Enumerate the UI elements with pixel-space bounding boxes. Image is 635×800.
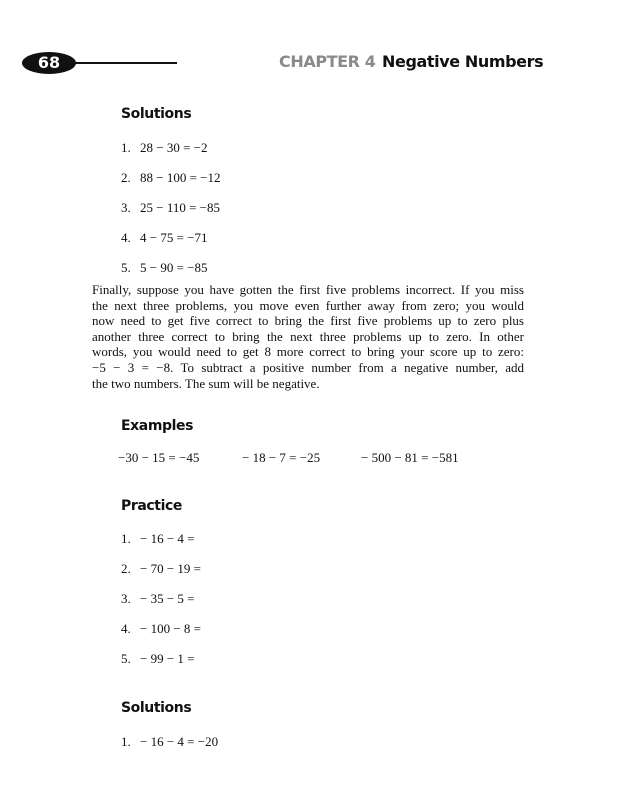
- header-rule: [70, 62, 177, 64]
- item-text: − 16 − 4 = −20: [140, 734, 219, 749]
- solutions-heading: Solutions: [121, 700, 192, 716]
- example-item: −30 − 15 = −45: [118, 450, 200, 465]
- paragraph-line: the two numbers. The sum will be negative.: [92, 375, 320, 391]
- item-text: 28 − 30 = −2: [140, 140, 208, 155]
- body-paragraph: [92, 282, 524, 391]
- example-item: − 18 − 7 = −25: [242, 450, 321, 465]
- item-number: 5.: [121, 260, 131, 275]
- item-text: 25 − 110 = −85: [140, 200, 221, 215]
- page-number-badge: 68: [22, 52, 76, 74]
- solution-item: [121, 140, 208, 156]
- paragraph-line: Finally, suppose you have gotten the first five problems incorrect. If you miss: [92, 282, 524, 297]
- item-number: 4.: [121, 230, 131, 245]
- item-text: 4 − 75 = −71: [140, 230, 208, 245]
- item-text: − 35 − 5 =: [140, 591, 195, 606]
- item-number: 5.: [121, 651, 131, 666]
- item-text: − 70 − 19 =: [140, 561, 201, 576]
- solution-item: [121, 260, 208, 276]
- item-number: 1.: [121, 531, 131, 546]
- practice-item: [121, 591, 195, 607]
- paragraph-line: words, you would need to get 8 more correct to bring your score up to zero:: [92, 344, 524, 360]
- item-text: − 16 − 4 =: [140, 531, 195, 546]
- practice-item: [121, 531, 195, 547]
- practice-heading: Practice: [121, 498, 182, 514]
- example-item: − 500 − 81 = −581: [361, 450, 459, 465]
- chapter-title: Negative Numbers: [382, 52, 544, 71]
- solution-item: [121, 734, 218, 750]
- item-number: 2.: [121, 170, 131, 185]
- item-text: 5 − 90 = −85: [140, 260, 208, 275]
- item-number: 1.: [121, 734, 131, 749]
- item-number: 1.: [121, 140, 131, 155]
- item-number: 4.: [121, 621, 131, 636]
- solution-item: [121, 200, 220, 216]
- item-text: − 99 − 1 =: [140, 651, 195, 666]
- paragraph-line: −5 − 3 = −8. To subtract a positive number from a negative number, add: [92, 359, 524, 375]
- practice-item: [121, 561, 201, 577]
- chapter-label: CHAPTER 4: [279, 52, 376, 71]
- item-text: 88 − 100 = −12: [140, 170, 221, 185]
- item-text: − 100 − 8 =: [140, 621, 201, 636]
- item-number: 2.: [121, 561, 131, 576]
- item-number: 3.: [121, 591, 131, 606]
- solution-item: [121, 170, 221, 186]
- examples-heading: Examples: [121, 418, 194, 434]
- paragraph-line: now need to get five correct to bring the first five problems up to zero plus: [92, 313, 524, 329]
- practice-item: [121, 651, 195, 667]
- paragraph-line: the next three problems, you move even further away from zero; you would: [92, 297, 524, 313]
- practice-item: [121, 621, 201, 637]
- paragraph-line: another three correct to bring the next three problems up to zero. In other: [92, 328, 524, 344]
- solution-item: [121, 230, 208, 246]
- item-number: 3.: [121, 200, 131, 215]
- solutions-heading: Solutions: [121, 106, 192, 122]
